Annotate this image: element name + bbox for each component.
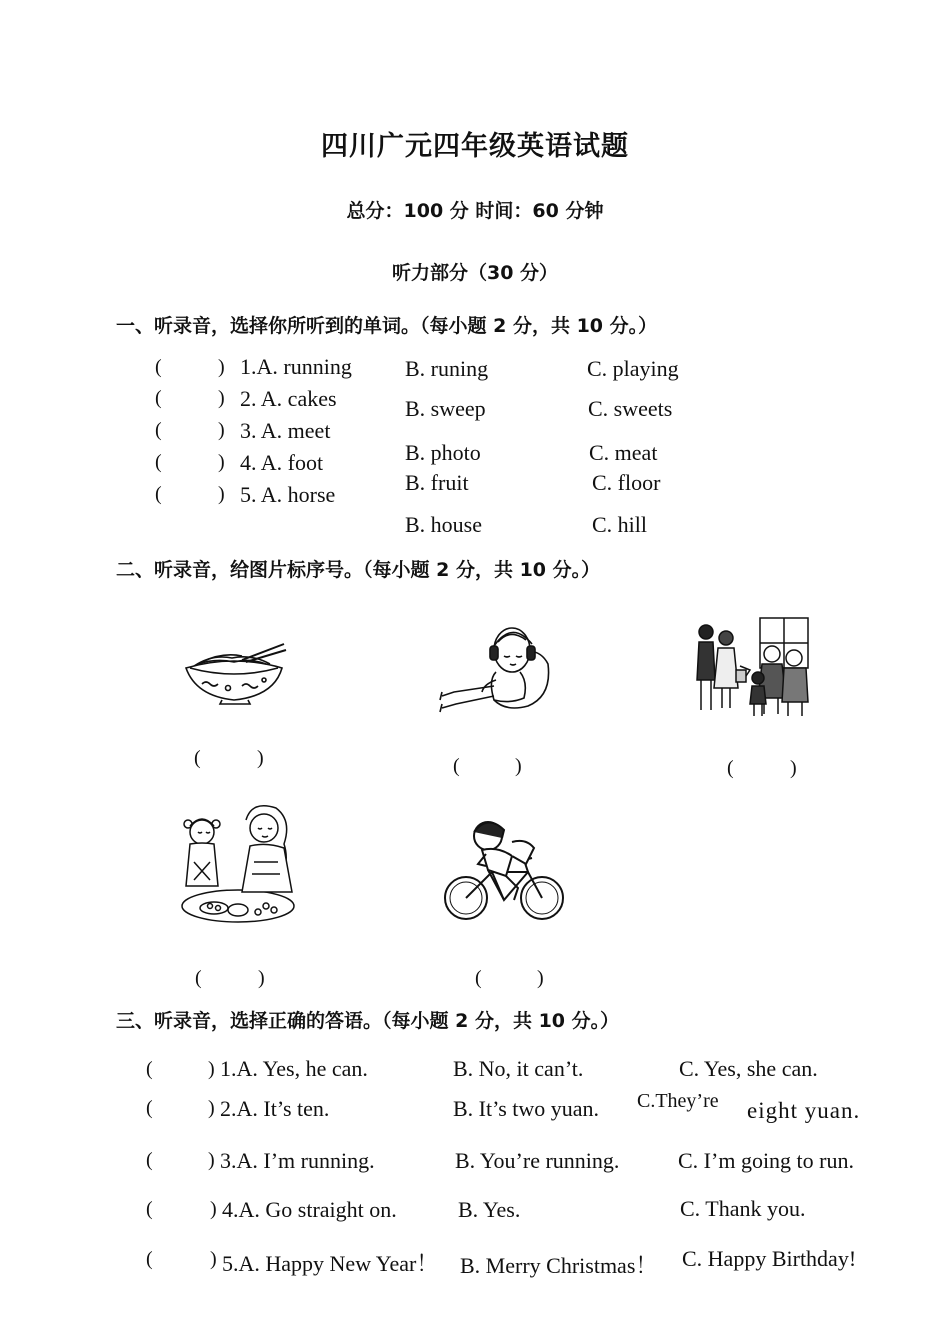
option-a: 2. A. cakes [240, 386, 337, 411]
option-c-continued: eight yuan. [747, 1098, 861, 1123]
option-a: 3.A. I’m running. [220, 1148, 375, 1173]
option-a: 4. A. foot [240, 450, 324, 475]
answer-paren-close: ) [210, 1198, 217, 1220]
girl-with-headphones-icon [436, 620, 552, 716]
listening-part-heading: 听力部分（30 分） [391, 262, 559, 284]
option-a: 2.A. It’s ten. [220, 1096, 330, 1121]
option-b: B. house [405, 512, 482, 537]
answer-paren-close: ) [257, 747, 264, 769]
option-b: B. runing [405, 356, 489, 381]
option-c: C. hill [592, 512, 648, 537]
option-a: 1.A. running [240, 354, 352, 379]
option-c: C. Happy Birthday! [682, 1246, 857, 1271]
boy-riding-bike-icon [442, 816, 566, 922]
answer-paren-close: ) [515, 755, 522, 777]
answer-paren-open: ( [155, 451, 162, 473]
noodle-bowl-icon [182, 640, 288, 704]
answer-paren-open: ( [155, 356, 162, 378]
answer-paren-open: ( [155, 419, 162, 441]
option-c: C. meat [589, 440, 658, 465]
answer-paren-open: ( [475, 967, 482, 989]
section1-heading: 一、听录音，选择你所听到的单词。（每小题 2 分，共 10 分。） [116, 315, 658, 337]
answer-paren-open: ( [727, 757, 734, 779]
answer-paren-open: ( [155, 483, 162, 505]
option-c: C. I’m going to run. [678, 1148, 854, 1173]
answer-paren-close: ) [218, 356, 225, 378]
answer-paren-close: ) [790, 757, 797, 779]
section2-heading: 二、听录音，给图片标序号。（每小题 2 分，共 10 分。） [116, 559, 601, 581]
answer-paren-open: ( [146, 1097, 153, 1119]
answer-paren-open: ( [155, 387, 162, 409]
answer-paren-close: ) [218, 451, 225, 473]
family-gathering-icon [696, 618, 812, 718]
option-a: 3. A. meet [240, 418, 331, 443]
option-b: B. photo [405, 440, 481, 465]
option-b: B. No, it can’t. [453, 1056, 584, 1081]
option-c: C. Thank you. [680, 1196, 806, 1221]
answer-paren-open: ( [195, 967, 202, 989]
answer-paren-close: ) [210, 1248, 217, 1270]
option-c: C. Yes, she can. [679, 1056, 818, 1081]
answer-paren-open: ( [146, 1058, 153, 1080]
option-b: B. It’s two yuan. [453, 1096, 600, 1121]
answer-paren-open: ( [453, 755, 460, 777]
answer-paren-close: ) [208, 1058, 215, 1080]
answer-paren-open: ( [194, 747, 201, 769]
exam-meta: 总分：100 分 时间：60 分钟 [346, 200, 604, 222]
answer-paren-close: ) [537, 967, 544, 989]
option-a: 4.A. Go straight on. [222, 1197, 397, 1222]
answer-paren-close: ) [218, 483, 225, 505]
option-c: C. sweets [588, 396, 673, 421]
answer-paren-close: ) [208, 1149, 215, 1171]
option-b: B. Merry Christmas！ [460, 1253, 658, 1278]
making-dumplings-icon [180, 802, 298, 924]
option-a: 5.A. Happy New Year！ [222, 1251, 439, 1276]
option-b: B. You’re running. [455, 1148, 620, 1173]
answer-paren-open: ( [146, 1149, 153, 1171]
answer-paren-open: ( [146, 1248, 153, 1270]
answer-paren-close: ) [258, 967, 265, 989]
option-a: 1.A. Yes, he can. [220, 1056, 368, 1081]
answer-paren-close: ) [218, 387, 225, 409]
answer-paren-close: ) [218, 419, 225, 441]
option-b: B. Yes. [458, 1197, 521, 1222]
option-b: B. sweep [405, 396, 486, 421]
option-c: C. playing [587, 356, 679, 381]
option-a: 5. A. horse [240, 482, 336, 507]
page-title: 四川广元四年级英语试题 [321, 131, 629, 162]
option-c: C.They’re [637, 1090, 719, 1112]
option-b: B. fruit [405, 470, 469, 495]
answer-paren-close: ) [208, 1097, 215, 1119]
option-c: C. floor [592, 470, 661, 495]
answer-paren-open: ( [146, 1198, 153, 1220]
section3-heading: 三、听录音，选择正确的答语。（每小题 2 分，共 10 分。） [116, 1010, 620, 1032]
